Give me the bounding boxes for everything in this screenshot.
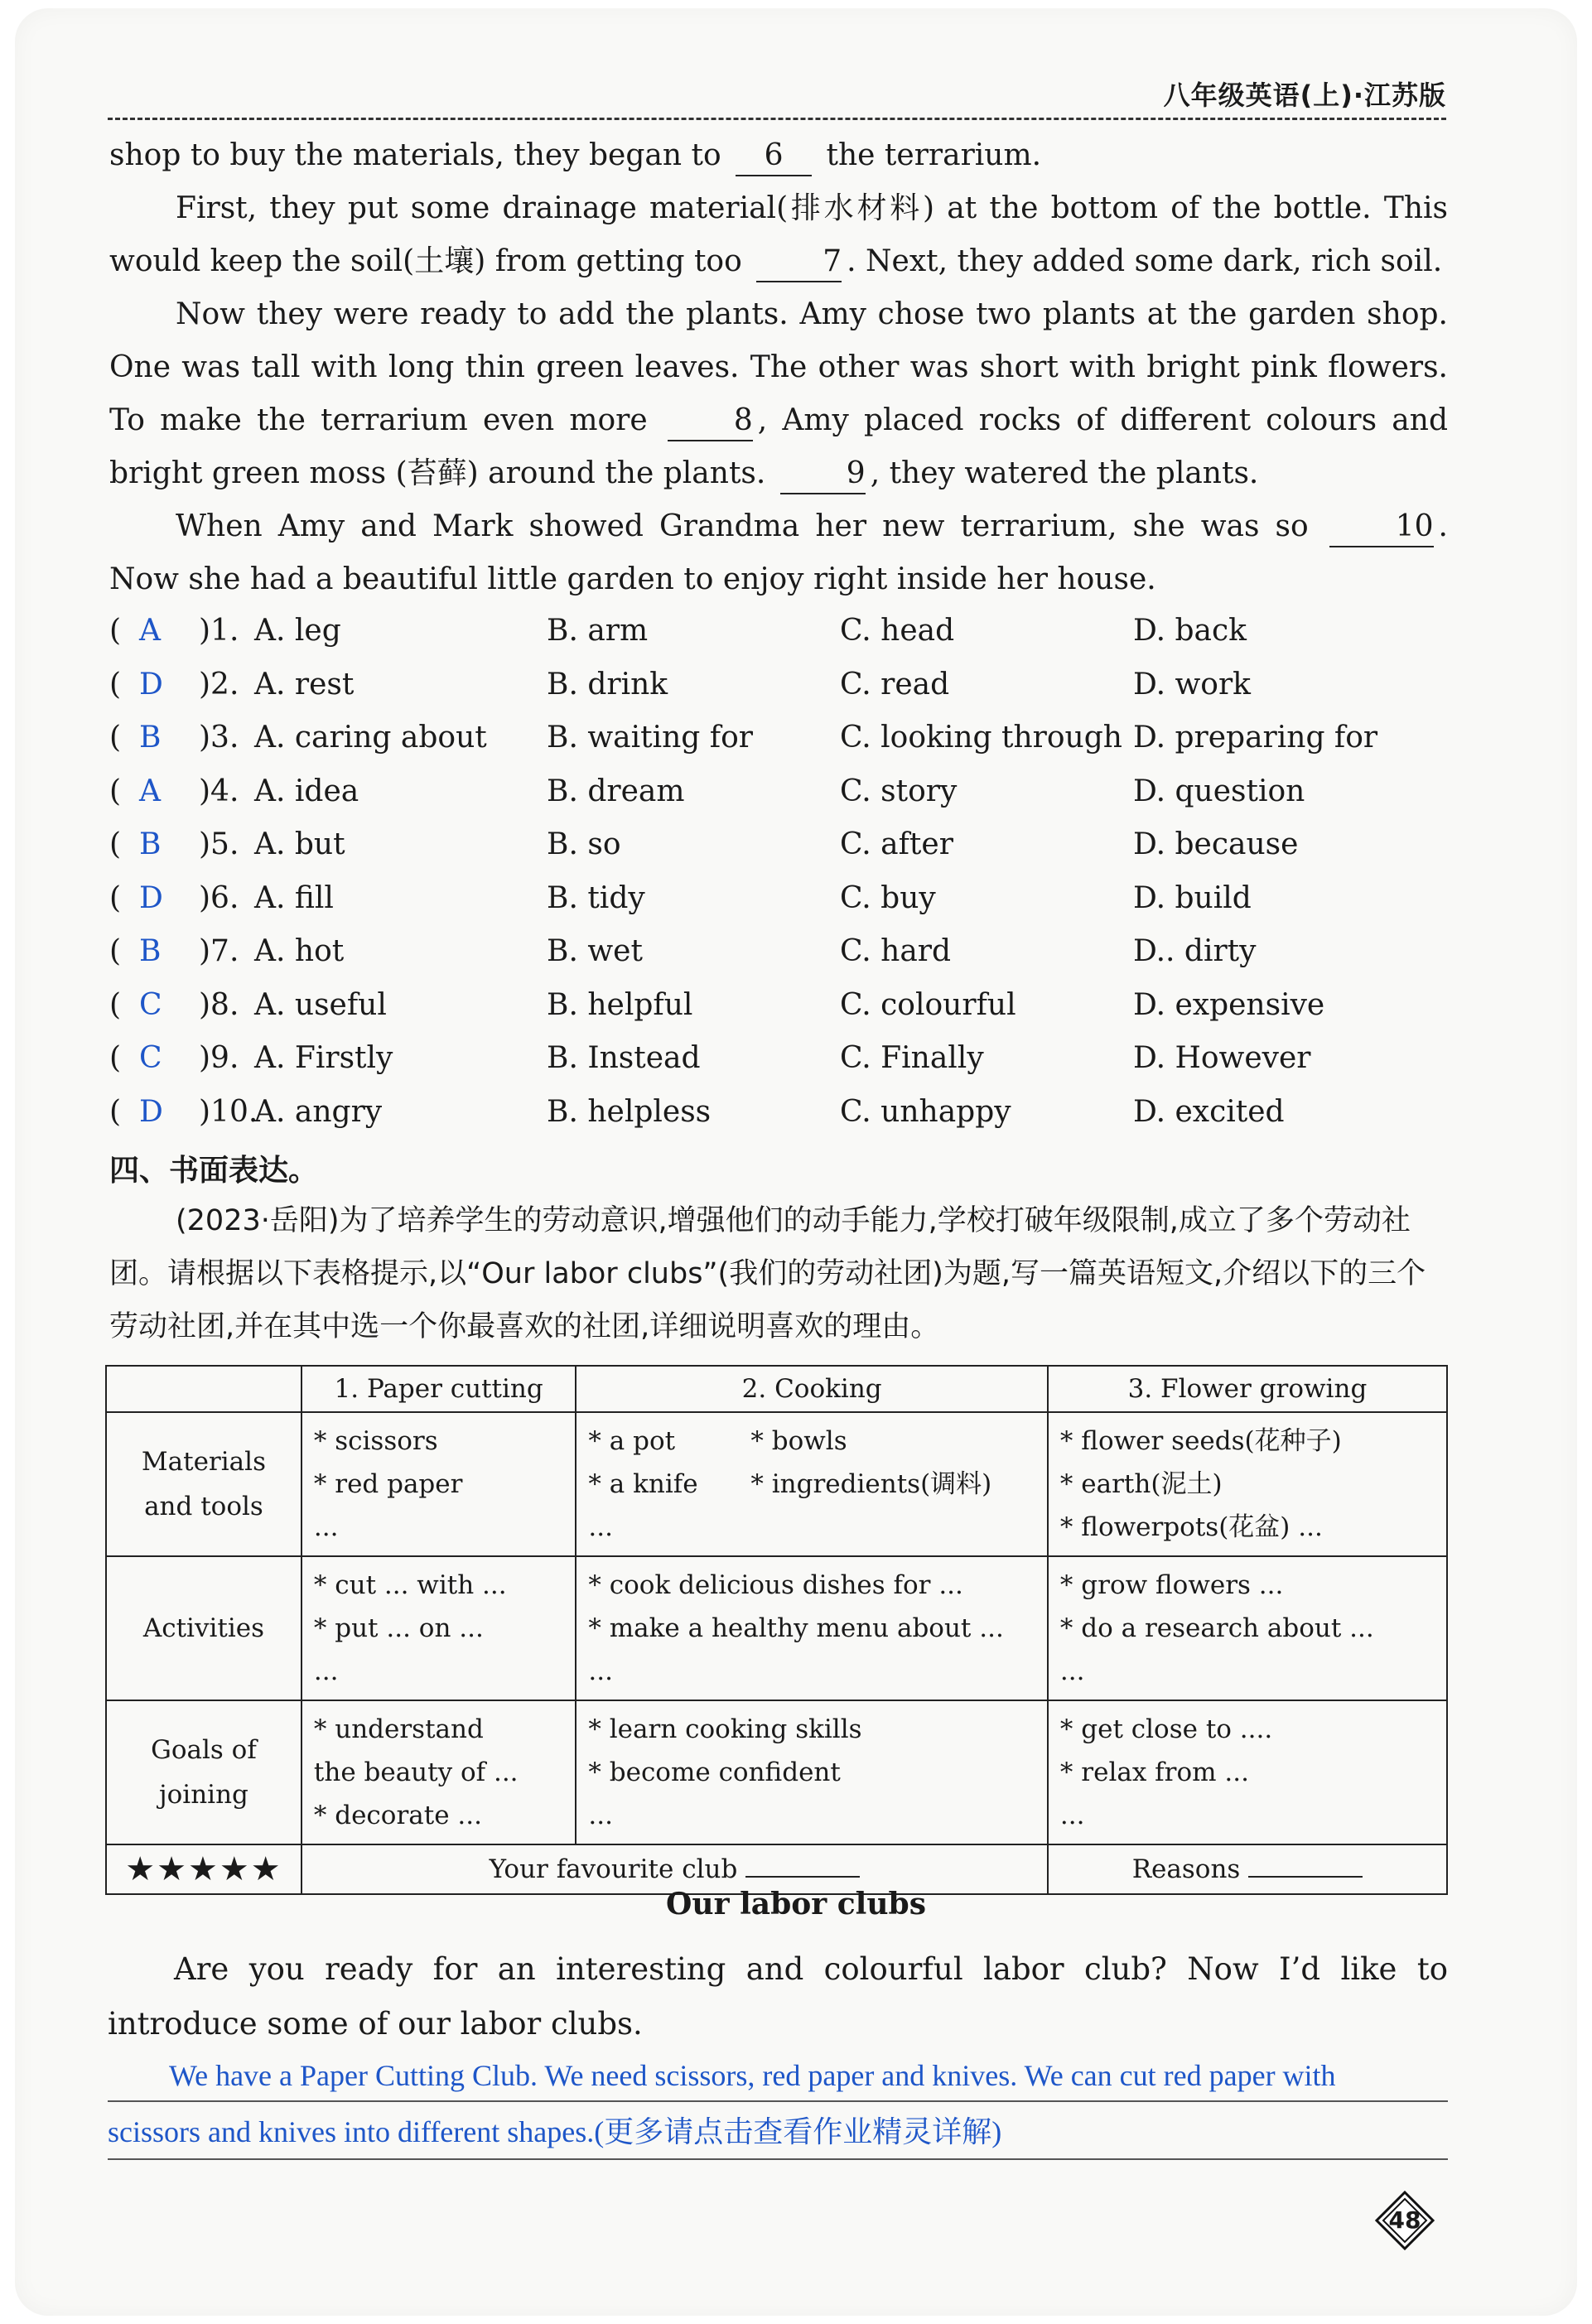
option-a: A. useful (254, 987, 387, 1022)
option-b: B. drink (547, 667, 668, 702)
option-a: A. but (254, 827, 345, 861)
question-number: )6. (199, 880, 239, 915)
text: the terrarium. (826, 138, 1042, 172)
blank-9: 9 (780, 455, 866, 494)
question-row (109, 661, 1468, 715)
page-number: 48 (1388, 2206, 1421, 2234)
question-number: )10. (199, 1094, 258, 1129)
paren: ( (109, 614, 122, 648)
question-row (109, 607, 1468, 661)
answer-letter: C (139, 987, 162, 1022)
page-number-badge (1375, 2191, 1435, 2250)
blank-8: 8 (668, 402, 753, 441)
question-row (109, 928, 1468, 981)
answer-line-1[interactable]: We have a Paper Cutting Club. We need scissors, red paper and knives. We can cut red paper with (108, 2049, 1448, 2102)
option-c: C. hard (840, 934, 952, 968)
item: * decorate ... (313, 1801, 482, 1830)
page-header (108, 68, 1446, 120)
label-text: Goals of joining (151, 1735, 257, 1810)
option-a: A. caring about (254, 721, 487, 755)
blank-10: 10 (1329, 508, 1434, 547)
answer-letter: B (139, 721, 162, 755)
answer-letter: D (139, 880, 163, 915)
option-c: C. read (840, 667, 950, 702)
header-cooking: 2. Cooking (576, 1366, 1048, 1412)
cell-materials-flower (1048, 1412, 1447, 1556)
question-row (109, 1034, 1468, 1088)
item: * do a research about ... (1059, 1613, 1374, 1643)
option-d: D.. dirty (1133, 934, 1257, 968)
option-b: B. waiting for (547, 721, 753, 755)
answer-letter: C (139, 1041, 162, 1075)
item: * scissors (313, 1426, 438, 1456)
text: . Next, they added some dark, rich soil. (847, 244, 1443, 278)
option-a: A. idea (254, 774, 359, 808)
paren: ( (109, 721, 122, 755)
item: * a knife (588, 1469, 698, 1499)
option-b: B. dream (547, 774, 685, 808)
text: Now they were ready to add the plants. Amy chose two plants at the garden shop. One was tall with long thin green leaves. The other was short with bright pink flowers. To make the terrarium even more (109, 297, 1448, 437)
item: * flower seeds(花种子) (1059, 1426, 1342, 1456)
answer-letter: D (139, 1094, 163, 1129)
question-number: )7. (199, 934, 239, 968)
question-row (109, 875, 1468, 928)
item: * grow flowers ... (1059, 1570, 1284, 1600)
blank-7: 7 (756, 243, 842, 282)
option-b: B. wet (547, 934, 643, 968)
option-d: D. question (1133, 774, 1305, 808)
paren: ( (109, 774, 122, 808)
favourite-label: Your favourite club (489, 1854, 738, 1884)
question-number: )3. (199, 721, 239, 755)
item-pair (588, 1463, 1035, 1506)
cell-activities-paper (302, 1556, 576, 1700)
option-b: B. helpful (547, 987, 693, 1022)
option-c: C. buy (840, 880, 936, 915)
text: . Now she had a beautiful little garden to enjoy right inside her house. (109, 509, 1448, 596)
question-number: )8. (199, 987, 239, 1022)
option-c: C. unhappy (840, 1094, 1011, 1129)
cell-activities-flower (1048, 1556, 1447, 1700)
text: , Amy placed rocks of different colours and bright green moss (苔藓) around the plants. (109, 403, 1448, 490)
question-row (109, 981, 1468, 1035)
text: shop to buy the materials, they began to (109, 138, 721, 172)
item: * bowls (750, 1426, 847, 1456)
answer-letter: A (139, 774, 161, 808)
option-c: C. after (840, 827, 953, 861)
option-d: D. expensive (1133, 987, 1325, 1022)
row-label-goals (106, 1700, 302, 1844)
blank-6: 6 (736, 137, 812, 176)
option-c: C. head (840, 614, 955, 648)
option-b: B. arm (547, 614, 649, 648)
table-row-goals (106, 1700, 1447, 1844)
paren: ( (109, 987, 122, 1022)
option-c: C. story (840, 774, 958, 808)
item: * red paper (313, 1469, 463, 1499)
item: * cook delicious dishes for ... (588, 1570, 963, 1600)
item: ... (1059, 1801, 1085, 1830)
item: ... (313, 1512, 339, 1542)
question-row (109, 1088, 1468, 1142)
section-title: 四、书面表达。 (109, 1154, 319, 1188)
question-number: )1. (199, 614, 239, 648)
clubs-table (105, 1365, 1448, 1895)
label-text: Materials and tools (141, 1447, 266, 1521)
passage-paragraph-1 (109, 129, 1448, 182)
option-a: A. hot (254, 934, 345, 968)
item: the beauty of ... (313, 1757, 519, 1787)
reasons-blank[interactable] (1248, 1851, 1363, 1878)
cell-goals-cooking (576, 1700, 1048, 1844)
table-header-row (106, 1366, 1447, 1412)
paren: ( (109, 1041, 122, 1075)
question-row (109, 821, 1468, 875)
essay-title: Our labor clubs (666, 1887, 926, 1921)
paren: ( (109, 880, 122, 915)
label-text: Activities (142, 1613, 265, 1643)
option-b: B. Instead (547, 1041, 701, 1075)
item: * become confident (588, 1757, 841, 1787)
answer-letter: A (139, 614, 161, 648)
item: * relax from ... (1059, 1757, 1249, 1787)
option-c: C. looking through (840, 721, 1122, 755)
paren: ( (109, 827, 122, 861)
question-number: )2. (199, 667, 239, 702)
cell-activities-cooking (576, 1556, 1048, 1700)
option-c: C. Finally (840, 1041, 984, 1075)
question-number: )5. (199, 827, 239, 861)
cell-materials-cooking (576, 1412, 1048, 1556)
option-c: C. colourful (840, 987, 1016, 1022)
star-rating: ★★★★★ (106, 1844, 302, 1894)
option-a: A. fill (254, 880, 334, 915)
row-label-materials (106, 1412, 302, 1556)
table-row-materials (106, 1412, 1447, 1556)
essay-intro: Are you ready for an interesting and colourful labor club? Now I’d like to introduce some of our labor clubs. (108, 1951, 1448, 2042)
option-d: D. because (1133, 827, 1299, 861)
option-d: D. work (1133, 667, 1251, 702)
option-b: B. helpless (547, 1094, 712, 1129)
item: ... (313, 1656, 339, 1686)
option-a: A. rest (254, 667, 355, 702)
option-a: A. leg (254, 614, 341, 648)
item-pair (588, 1420, 1035, 1463)
option-a: A. Firstly (254, 1041, 393, 1075)
item: * learn cooking skills (588, 1714, 862, 1744)
item: * understand (313, 1714, 484, 1744)
item: ... (588, 1512, 613, 1542)
item: * cut ... with ... (313, 1570, 507, 1600)
text: , they watered the plants. (870, 456, 1259, 490)
cell-goals-paper (302, 1700, 576, 1844)
text: First, they put some drainage material(排水材料) at the bottom of the bottle. This would keep the soil(土壤) from getting too (109, 191, 1448, 278)
option-d: D. build (1133, 880, 1252, 915)
answer-letter: B (139, 827, 162, 861)
item: * ingredients(调料) (750, 1469, 992, 1499)
question-row (109, 768, 1468, 822)
header-paper-cutting: 1. Paper cutting (302, 1366, 576, 1412)
item: ... (588, 1801, 613, 1830)
answer-options (109, 607, 1468, 1141)
item: * make a healthy menu about ... (588, 1613, 1004, 1643)
option-d: D. excited (1133, 1094, 1285, 1129)
empty-cell (106, 1366, 302, 1412)
book-title: 八年级英语(上)·江苏版 (1163, 80, 1446, 111)
item: * earth(泥土) (1059, 1469, 1223, 1499)
text: When Amy and Mark showed Grandma her new terrarium, she was so (176, 509, 1309, 543)
paren: ( (109, 667, 122, 702)
paren: ( (109, 1094, 122, 1129)
item: * put ... on ... (313, 1613, 484, 1643)
answer-letter: B (139, 934, 162, 968)
answer-line-2[interactable]: scissors and knives into different shapes.(更多请点击查看作业精灵详解) (108, 2105, 1448, 2160)
paren: ( (109, 934, 122, 968)
passage-paragraph-3 (109, 288, 1448, 500)
reasons-label: Reasons (1131, 1854, 1241, 1884)
option-b: B. so (547, 827, 621, 861)
item: ... (1059, 1656, 1085, 1686)
question-number: )4. (199, 774, 239, 808)
option-d: D. back (1133, 614, 1247, 648)
option-b: B. tidy (547, 880, 645, 915)
question-row (109, 714, 1468, 768)
item: * flowerpots(花盆) ... (1059, 1512, 1323, 1542)
row-label-activities (106, 1556, 302, 1700)
option-a: A. angry (254, 1094, 383, 1129)
passage-paragraph-2 (109, 182, 1448, 288)
cell-materials-paper (302, 1412, 576, 1556)
question-number: )9. (199, 1041, 239, 1075)
table-row-activities (106, 1556, 1447, 1700)
writing-prompt: (2023·岳阳)为了培养学生的劳动意识,增强他们的动手能力,学校打破年级限制,成立了多个劳动社团。请根据以下表格提示,以“Our labor clubs”(我们的劳动社团)为题,写一篇英语短文,介绍以下的三个劳动社团,并在其中选一个你最喜欢的社团,详细说明喜欢的理由。 (109, 1204, 1426, 1343)
cell-goals-flower (1048, 1700, 1447, 1844)
header-flower-growing: 3. Flower growing (1048, 1366, 1447, 1412)
option-d: D. However (1133, 1041, 1311, 1075)
answer-letter: D (139, 667, 163, 702)
item: * get close to .... (1059, 1714, 1273, 1744)
item: * a pot (588, 1426, 676, 1456)
item: ... (588, 1656, 613, 1686)
favourite-blank[interactable] (745, 1851, 860, 1878)
option-d: D. preparing for (1133, 721, 1378, 755)
passage-paragraph-4 (109, 500, 1448, 606)
